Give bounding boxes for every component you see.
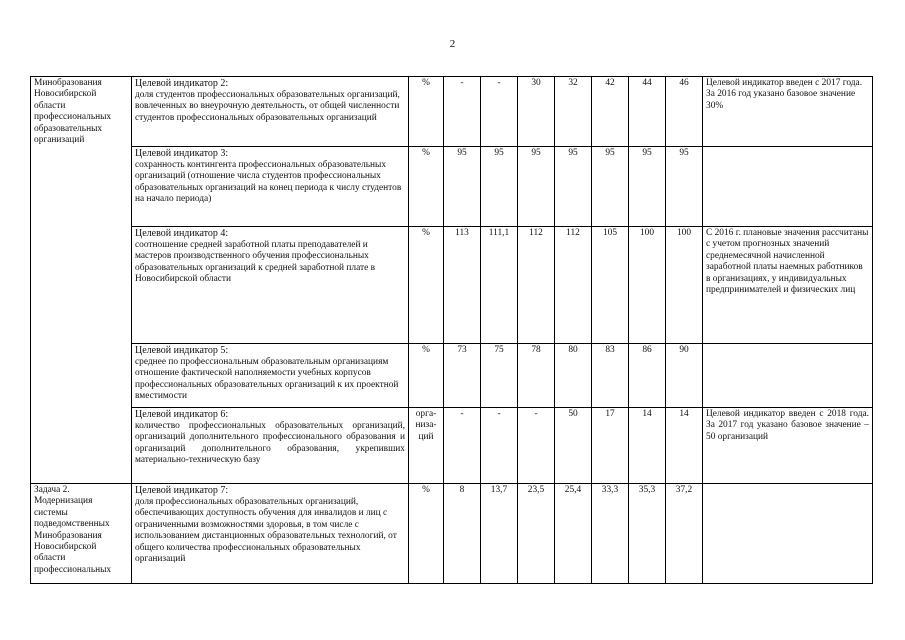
value-cell: 95	[444, 147, 481, 227]
value-cell: 95	[629, 147, 666, 227]
value-cell: -	[481, 77, 518, 147]
indicator-label: Целевой индикатор 4:	[135, 228, 229, 239]
value-cell: 37,2	[666, 484, 703, 584]
value-cell: 78	[518, 344, 555, 408]
value-cell: 113	[444, 227, 481, 344]
value-cell: 32	[555, 77, 592, 147]
unit-cell: %	[409, 484, 444, 584]
table-row	[31, 484, 873, 584]
value-cell: 30	[518, 77, 555, 147]
value-cell: 73	[444, 344, 481, 408]
indicator-table	[30, 76, 873, 584]
unit-cell: %	[409, 147, 444, 227]
indicator-text: доля профессиональных образовательных организаций, обеспечивающих доступность обучения для инвалидов и лиц с ограниченными возможностями здоровья, в том числе с использованием дистанционных образовательных технологий, от общего количества профессиональных образовательных организаций	[135, 497, 397, 565]
note-cell: Целевой индикатор введен с 2018 года. За 2017 год указано базовое значение – 50 организаций	[703, 408, 873, 484]
unit-cell: орга-низа-ций	[409, 408, 444, 484]
value-cell: 95	[481, 147, 518, 227]
value-cell: 111,1	[481, 227, 518, 344]
indicator-text: сохранность контингента профессиональных образовательных организаций (отношение числа студентов профессиональных образовательных организаций на конец периода к числу студентов на начало периода)	[135, 160, 402, 205]
unit-cell: %	[409, 227, 444, 344]
value-cell: 95	[555, 147, 592, 227]
responsible-org-cell: Минобразования Новосибирской области профессиональных образовательных организаций	[31, 77, 132, 484]
unit-cell: %	[409, 344, 444, 408]
value-cell: 80	[555, 344, 592, 408]
note-cell: Целевой индикатор введен с 2017 года. За 2016 год указано базовое значение 30%	[703, 77, 873, 147]
indicator-label: Целевой индикатор 5:	[135, 345, 229, 356]
value-cell: 14	[629, 408, 666, 484]
indicator-label: Целевой индикатор 2:	[135, 78, 229, 89]
indicator-text: количество профессиональных образовательных организаций, организаций дополнительного профессионального образования и организаций дополнительного образования, укрепивших материально-техническую базу	[135, 421, 405, 466]
note-cell	[703, 147, 873, 227]
indicator-text: доля студентов профессиональных образовательных организаций, вовлеченных во внеурочную деятельность, от общей численности студентов профессиональных образовательных организаций	[135, 90, 400, 123]
value-cell: -	[481, 408, 518, 484]
value-cell: -	[518, 408, 555, 484]
value-cell: 75	[481, 344, 518, 408]
note-cell: С 2016 г. плановые значения рассчитаны с учетом прогнозных значений среднемесячной начисленной заработной платы наемных работников в организациях, у индивидуальных предпринимателей и физических лиц	[703, 227, 873, 344]
value-cell: 33,3	[592, 484, 629, 584]
page-number: 2	[449, 38, 456, 50]
value-cell: 35,3	[629, 484, 666, 584]
table-row	[31, 344, 873, 408]
value-cell: 50	[555, 408, 592, 484]
value-cell: 112	[555, 227, 592, 344]
indicator-cell	[132, 147, 409, 227]
value-cell: 95	[666, 147, 703, 227]
note-cell	[703, 484, 873, 584]
value-cell: 23,5	[518, 484, 555, 584]
value-cell: 112	[518, 227, 555, 344]
indicator-cell	[132, 227, 409, 344]
table-row	[31, 227, 873, 344]
indicator-cell	[132, 344, 409, 408]
indicator-cell	[132, 408, 409, 484]
value-cell: -	[444, 77, 481, 147]
value-cell: -	[444, 408, 481, 484]
value-cell: 86	[629, 344, 666, 408]
table-row	[31, 77, 873, 147]
value-cell: 90	[666, 344, 703, 408]
value-cell: 13,7	[481, 484, 518, 584]
note-cell	[703, 344, 873, 408]
value-cell: 95	[518, 147, 555, 227]
value-cell: 42	[592, 77, 629, 147]
value-cell: 8	[444, 484, 481, 584]
value-cell: 44	[629, 77, 666, 147]
value-cell: 100	[629, 227, 666, 344]
unit-cell: %	[409, 77, 444, 147]
indicator-label: Целевой индикатор 3:	[135, 148, 229, 159]
table-row	[31, 408, 873, 484]
value-cell: 95	[592, 147, 629, 227]
responsible-org-cell: Задача 2. Модернизация системы подведомственных Минобразования Новосибирской области профессиональных	[31, 484, 132, 584]
value-cell: 17	[592, 408, 629, 484]
table-row	[31, 147, 873, 227]
indicator-label: Целевой индикатор 6:	[135, 409, 229, 420]
value-cell: 25,4	[555, 484, 592, 584]
indicator-cell	[132, 77, 409, 147]
value-cell: 14	[666, 408, 703, 484]
value-cell: 105	[592, 227, 629, 344]
indicator-cell	[132, 484, 409, 584]
value-cell: 83	[592, 344, 629, 408]
indicator-label: Целевой индикатор 7:	[135, 485, 229, 496]
indicator-text: соотношение средней заработной платы преподавателей и мастеров производственного обучения профессиональных образовательных организаций к средней заработной плате в Новосибирской области	[135, 240, 376, 285]
value-cell: 46	[666, 77, 703, 147]
value-cell: 100	[666, 227, 703, 344]
indicator-text: среднее по профессиональным образовательным организациям отношение фактической наполняемости учебных корпусов профессиональных образовательных организаций к их проектной вместимости	[135, 357, 399, 402]
